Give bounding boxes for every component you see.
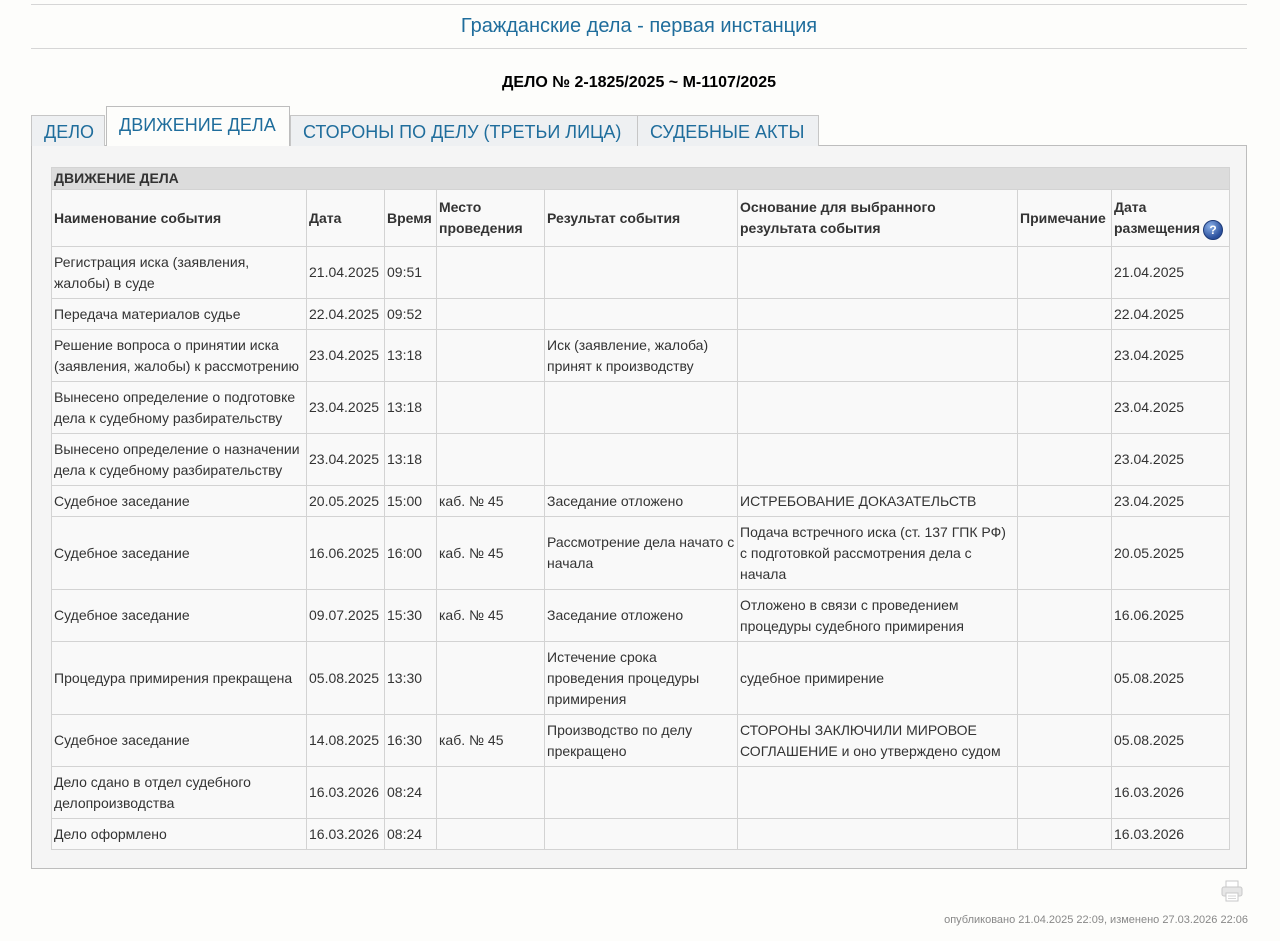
event-name-cell: Судебное заседание <box>52 486 307 517</box>
tab-case[interactable]: ДЕЛО <box>31 115 105 146</box>
note-cell <box>1018 382 1112 434</box>
event-time-cell: 09:52 <box>385 299 437 330</box>
note-cell <box>1018 486 1112 517</box>
event-name-cell: Дело сдано в отдел судебного делопроизводства <box>52 767 307 819</box>
question-icon[interactable]: ? <box>1203 220 1223 240</box>
venue-cell: каб. № 45 <box>437 715 545 767</box>
table-row <box>52 819 1230 850</box>
result-basis-cell: ИСТРЕБОВАНИЕ ДОКАЗАТЕЛЬСТВ <box>738 486 1018 517</box>
result-basis-cell <box>738 819 1018 850</box>
event-time-cell: 13:18 <box>385 382 437 434</box>
column-header: Дата <box>307 190 385 247</box>
table-row <box>52 590 1230 642</box>
event-result-cell <box>545 247 738 299</box>
table-row <box>52 517 1230 590</box>
event-name-cell: Вынесено определение о подготовке дела к судебному разбирательству <box>52 382 307 434</box>
result-basis-cell: Отложено в связи с проведением процедуры судебного примирения <box>738 590 1018 642</box>
event-result-cell <box>545 299 738 330</box>
result-basis-cell <box>738 330 1018 382</box>
posting-date-cell: 22.04.2025 <box>1112 299 1230 330</box>
venue-cell <box>437 642 545 715</box>
event-date-cell: 16.03.2026 <box>307 819 385 850</box>
event-date-cell: 16.03.2026 <box>307 767 385 819</box>
posting-date-cell: 16.03.2026 <box>1112 767 1230 819</box>
event-date-cell: 09.07.2025 <box>307 590 385 642</box>
note-cell <box>1018 434 1112 486</box>
event-result-cell: Иск (заявление, жалоба) принят к производству <box>545 330 738 382</box>
posting-date-cell: 23.04.2025 <box>1112 382 1230 434</box>
result-basis-cell <box>738 434 1018 486</box>
header-row <box>52 190 1230 247</box>
column-header: Время <box>385 190 437 247</box>
table-row <box>52 715 1230 767</box>
event-time-cell: 16:00 <box>385 517 437 590</box>
posting-date-cell: 16.06.2025 <box>1112 590 1230 642</box>
venue-cell: каб. № 45 <box>437 590 545 642</box>
event-result-cell: Рассмотрение дела начато с начала <box>545 517 738 590</box>
event-date-cell: 23.04.2025 <box>307 382 385 434</box>
event-name-cell: Судебное заседание <box>52 715 307 767</box>
section-header: ДВИЖЕНИЕ ДЕЛА <box>52 168 1230 190</box>
result-basis-cell: судебное примирение <box>738 642 1018 715</box>
case-number: ДЕЛО № 2-1825/2025 ~ М-1107/2025 <box>502 74 776 91</box>
event-time-cell: 13:18 <box>385 330 437 382</box>
event-date-cell: 14.08.2025 <box>307 715 385 767</box>
column-header-posting-date <box>1112 190 1230 247</box>
table-row <box>52 247 1230 299</box>
result-basis-cell <box>738 767 1018 819</box>
note-cell <box>1018 767 1112 819</box>
event-time-cell: 09:51 <box>385 247 437 299</box>
tab-bar <box>31 105 1247 145</box>
page <box>31 4 1247 869</box>
event-date-cell: 23.04.2025 <box>307 434 385 486</box>
posting-date-cell: 16.03.2026 <box>1112 819 1230 850</box>
event-date-cell: 16.06.2025 <box>307 517 385 590</box>
event-date-cell: 23.04.2025 <box>307 330 385 382</box>
table-row <box>52 330 1230 382</box>
event-result-cell <box>545 767 738 819</box>
event-name-cell: Судебное заседание <box>52 517 307 590</box>
venue-cell <box>437 330 545 382</box>
note-cell <box>1018 590 1112 642</box>
posting-date-cell: 23.04.2025 <box>1112 434 1230 486</box>
event-date-cell: 20.05.2025 <box>307 486 385 517</box>
table-row <box>52 486 1230 517</box>
event-name-cell: Дело оформлено <box>52 819 307 850</box>
posting-date-cell: 23.04.2025 <box>1112 330 1230 382</box>
posting-date-cell: 21.04.2025 <box>1112 247 1230 299</box>
result-basis-cell <box>738 382 1018 434</box>
venue-cell <box>437 247 545 299</box>
venue-cell: каб. № 45 <box>437 517 545 590</box>
note-cell <box>1018 247 1112 299</box>
event-time-cell: 08:24 <box>385 767 437 819</box>
column-header: Наименование события <box>52 190 307 247</box>
posting-date-cell: 20.05.2025 <box>1112 517 1230 590</box>
event-result-cell <box>545 819 738 850</box>
publication-info: опубликовано 21.04.2025 22:09, изменено 27.03.2026 22:06 <box>944 914 1248 926</box>
table-row <box>52 767 1230 819</box>
table-row <box>52 382 1230 434</box>
tab-parties[interactable]: СТОРОНЫ ПО ДЕЛУ (ТРЕТЬИ ЛИЦА) <box>290 115 638 146</box>
venue-cell <box>437 819 545 850</box>
posting-date-cell: 05.08.2025 <box>1112 715 1230 767</box>
posting-date-cell: 23.04.2025 <box>1112 486 1230 517</box>
event-time-cell: 13:30 <box>385 642 437 715</box>
column-header: Место проведения <box>437 190 545 247</box>
result-basis-cell: Подача встречного иска (ст. 137 ГПК РФ) с подготовкой рассмотрения дела с начала <box>738 517 1018 590</box>
event-name-cell: Решение вопроса о принятии иска (заявления, жалобы) к рассмотрению <box>52 330 307 382</box>
column-header-label: Дата размещения <box>1114 198 1201 236</box>
table-body <box>52 247 1230 850</box>
event-time-cell: 16:30 <box>385 715 437 767</box>
case-movement-table <box>51 167 1230 850</box>
event-date-cell: 21.04.2025 <box>307 247 385 299</box>
column-header: Основание для выбранного результата события <box>738 190 1018 247</box>
venue-cell <box>437 299 545 330</box>
note-cell <box>1018 715 1112 767</box>
venue-cell <box>437 434 545 486</box>
event-time-cell: 08:24 <box>385 819 437 850</box>
result-basis-cell <box>738 247 1018 299</box>
note-cell <box>1018 299 1112 330</box>
venue-cell <box>437 767 545 819</box>
event-time-cell: 13:18 <box>385 434 437 486</box>
event-result-cell <box>545 434 738 486</box>
note-cell <box>1018 517 1112 590</box>
result-basis-cell: СТОРОНЫ ЗАКЛЮЧИЛИ МИРОВОЕ СОГЛАШЕНИЕ и оно утверждено судом <box>738 715 1018 767</box>
event-result-cell: Истечение срока проведения процедуры примирения <box>545 642 738 715</box>
event-name-cell: Регистрация иска (заявления, жалобы) в суде <box>52 247 307 299</box>
event-result-cell: Производство по делу прекращено <box>545 715 738 767</box>
page-title: Гражданские дела - первая инстанция <box>31 5 1247 49</box>
table-row <box>52 642 1230 715</box>
posting-date-cell: 05.08.2025 <box>1112 642 1230 715</box>
event-result-cell: Заседание отложено <box>545 486 738 517</box>
event-name-cell: Судебное заседание <box>52 590 307 642</box>
event-time-cell: 15:30 <box>385 590 437 642</box>
event-date-cell: 05.08.2025 <box>307 642 385 715</box>
tab-case-movement[interactable]: ДВИЖЕНИЕ ДЕЛА <box>106 106 290 146</box>
event-name-cell: Процедура примирения прекращена <box>52 642 307 715</box>
note-cell <box>1018 819 1112 850</box>
event-result-cell: Заседание отложено <box>545 590 738 642</box>
event-result-cell <box>545 382 738 434</box>
column-header: Результат события <box>545 190 738 247</box>
column-header: Примечание <box>1018 190 1112 247</box>
note-cell <box>1018 330 1112 382</box>
table-row <box>52 299 1230 330</box>
event-name-cell: Вынесено определение о назначении дела к судебному разбирательству <box>52 434 307 486</box>
result-basis-cell <box>738 299 1018 330</box>
venue-cell: каб. № 45 <box>437 486 545 517</box>
tab-court-acts[interactable]: СУДЕБНЫЕ АКТЫ <box>637 115 819 146</box>
printer-icon[interactable] <box>1220 880 1244 902</box>
note-cell <box>1018 642 1112 715</box>
event-time-cell: 15:00 <box>385 486 437 517</box>
tab-panel <box>31 145 1247 869</box>
venue-cell <box>437 382 545 434</box>
table-row <box>52 434 1230 486</box>
event-name-cell: Передача материалов судье <box>52 299 307 330</box>
event-date-cell: 22.04.2025 <box>307 299 385 330</box>
